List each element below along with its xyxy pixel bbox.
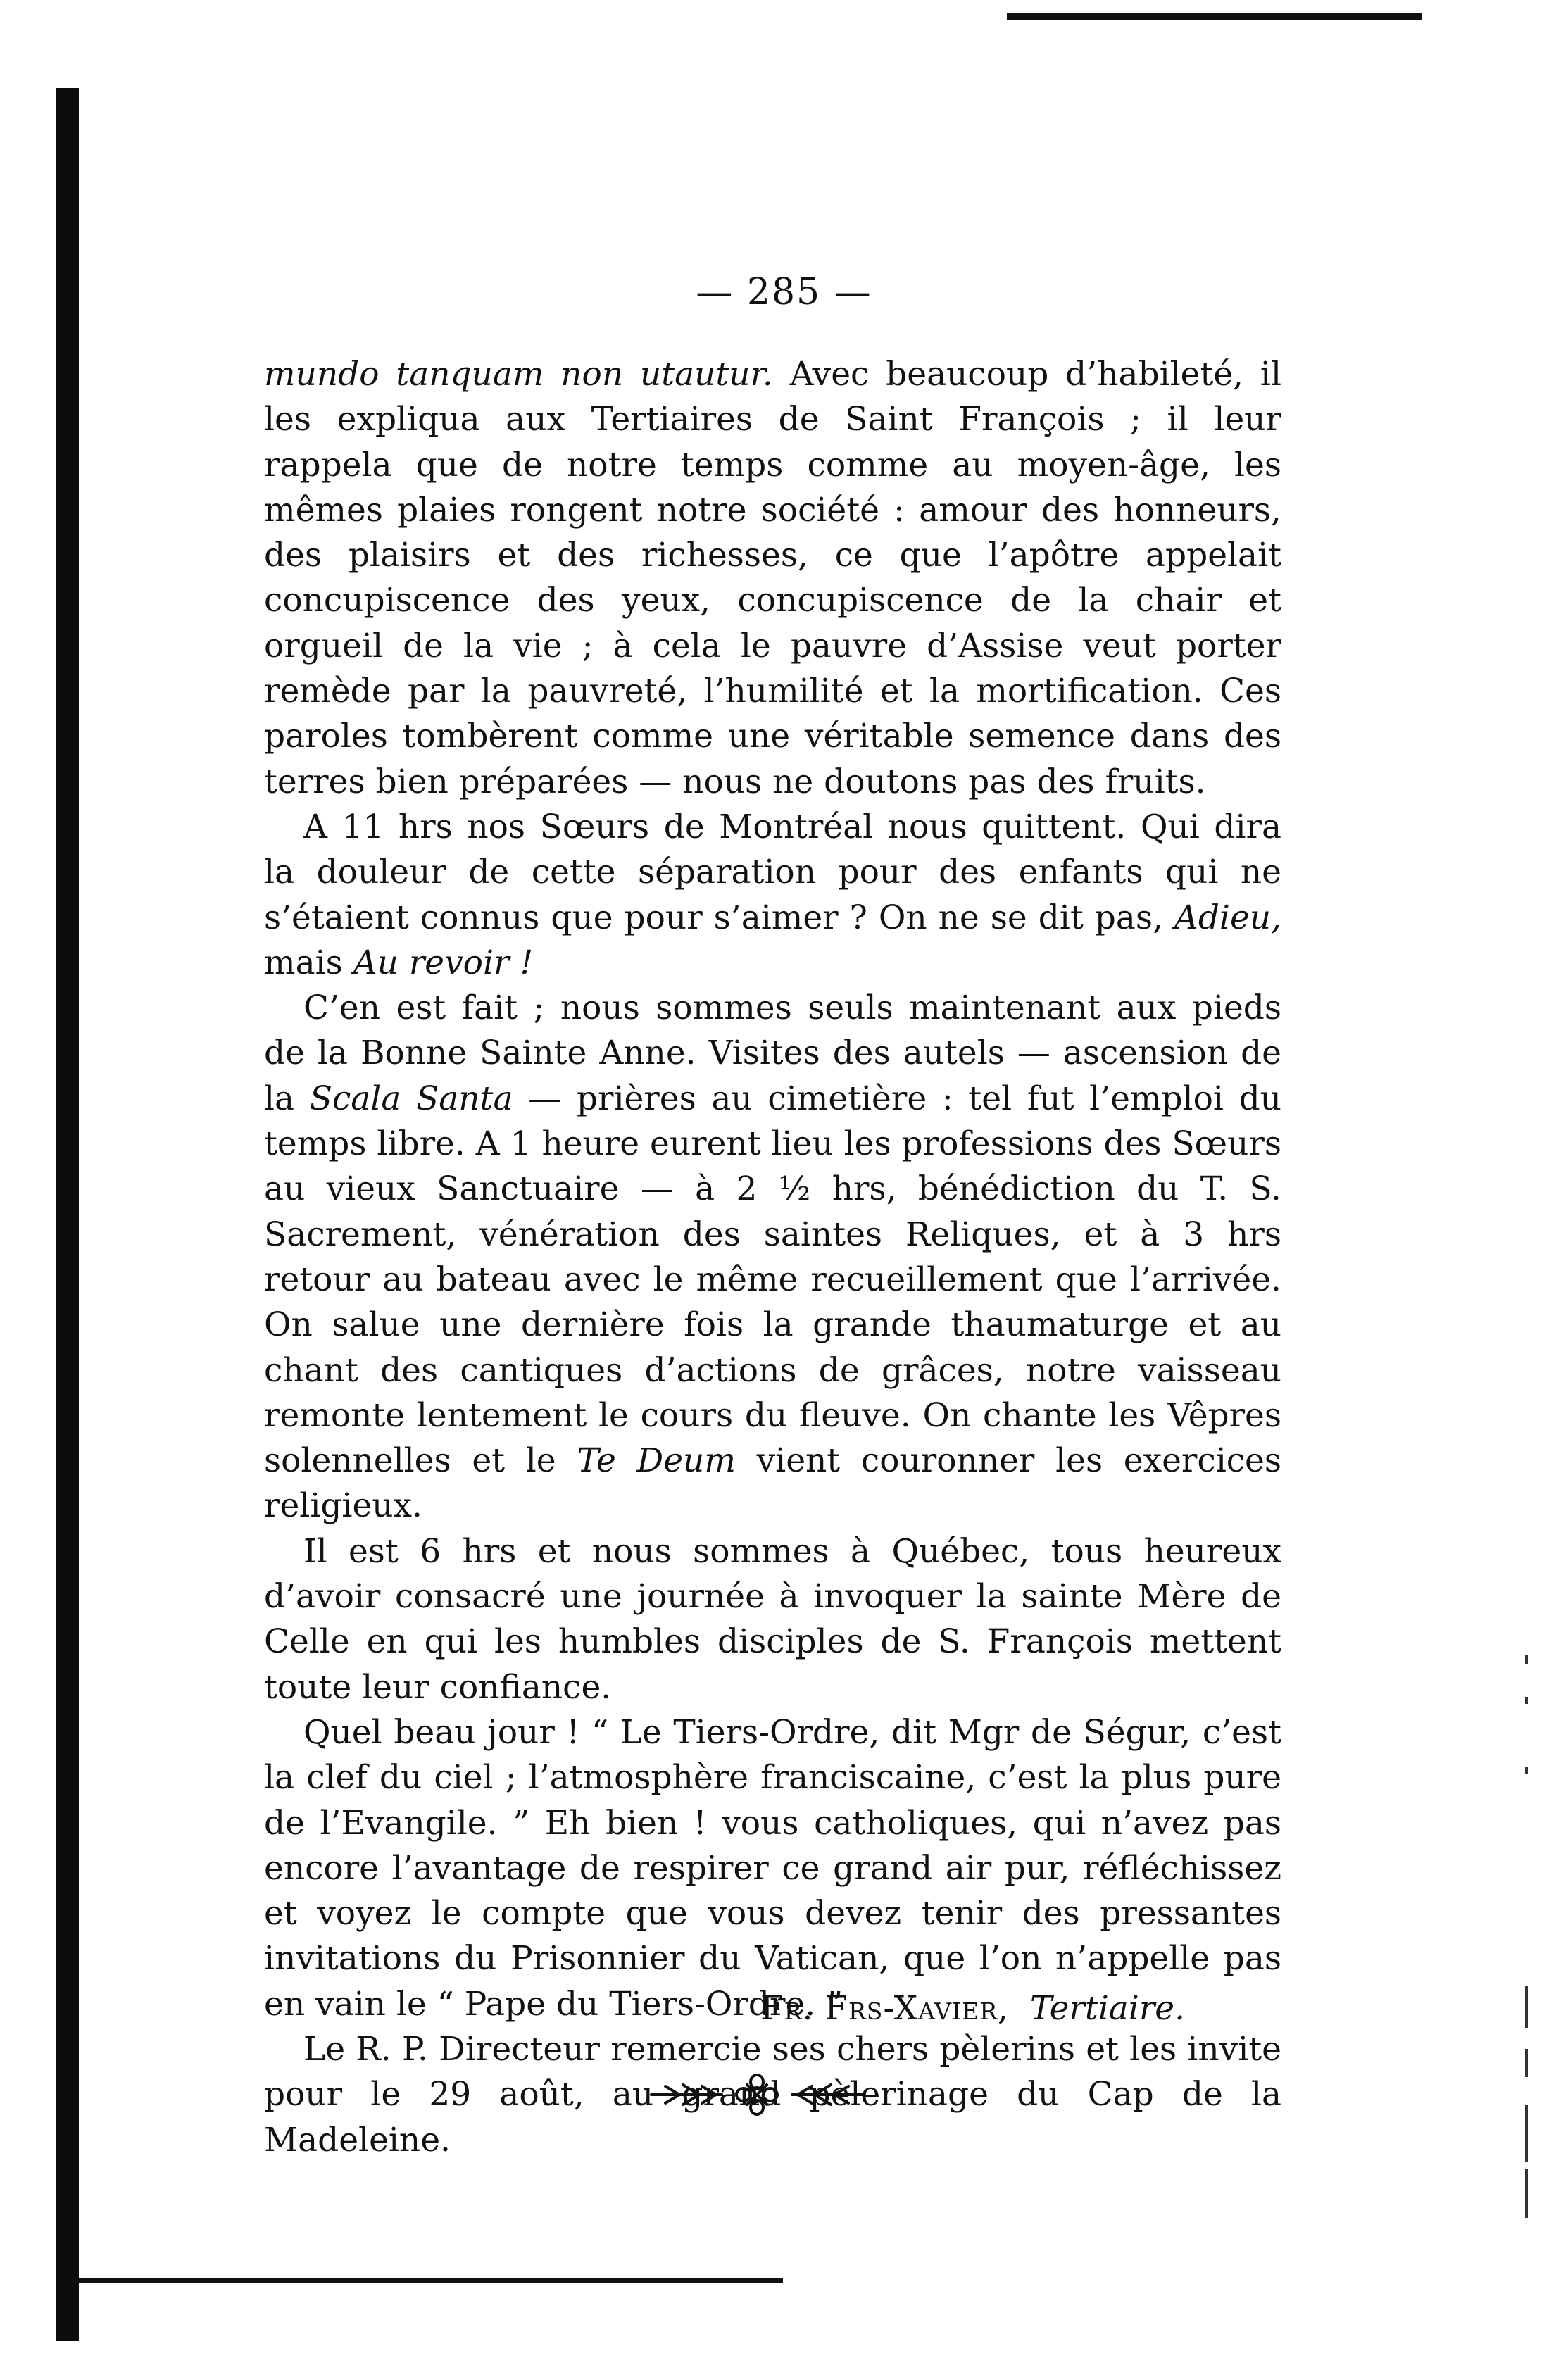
bottom-rule [79, 2278, 783, 2283]
signature-name: Fr. Frs-Xavier, [760, 1989, 1009, 2028]
italic-phrase: Adieu, [1174, 898, 1281, 937]
margin-marks [1521, 1655, 1533, 2225]
body-text [264, 352, 1281, 2163]
italic-phrase: Scala Santa [309, 1079, 513, 1118]
paragraph: Le R. P. Directeur remercie ses chers pèlerins et les invite pour le 29 août, au grand pèlerinage du Cap de la Madeleine. [264, 2029, 1281, 2159]
paragraph: C’en est fait ; nous sommes seuls maintenant aux pieds de la Bonne Sainte Anne. Visites des autels — ascension de la Scala Santa — prières au cimetière : tel fut l’emploi du temps libre. A 1 heure eurent lieu les professions des Sœurs au vieux Sanctuaire — à 2 ½ hrs, bénédiction du T. S. Sacrement, vénération des saintes Reliques, et à 3 hrs retour au bateau avec le même recueillement que l’arrivée. On salue une dernière fois la grande thaumaturge et au chant des cantiques d’actions de grâces, notre vaisseau remonte lentement le cours du fleuve. On chante les Vêpres solennelles et le Te Deum vient couronner les exercices religieux. [264, 989, 1281, 1526]
latin-phrase: mundo tanquam non utautur. [264, 355, 773, 394]
page-number: — 285 — [696, 271, 872, 313]
top-rule [1007, 13, 1422, 20]
paragraph: A 11 hrs nos Sœurs de Montréal nous quittent. Qui dira la douleur de cette séparation pour des enfants qui ne s’étaient connus que pour s’aimer ? On ne se dit pas, Adieu, mais Au revoir ! [264, 807, 1281, 982]
signature [760, 1989, 1185, 2028]
signature-title: Tertiaire. [1029, 1989, 1186, 2028]
paragraph: mundo tanquam non utautur. Avec beaucoup d’habileté, il les expliqua aux Tertiaires de Saint François ; il leur rappela que de notre temps comme au moyen-âge, les mêmes plaies rongent notre société : amour des honneurs, des plaisirs et des richesses, ce que l’apôtre appelait concupiscence des yeux, concupiscence de la chair et orgueil de la vie ; à cela le pauvre d’Assise veut porter remède par la pauvreté, l’humilité et la mortification. Ces paroles tombèrent comme une véritable semence dans des terres bien préparées — nous ne doutons pas des fruits. [264, 355, 1281, 801]
italic-phrase: Au revoir ! [353, 943, 534, 982]
paragraph: Quel beau jour ! “ Le Tiers-Ordre, dit Mgr de Ségur, c’est la clef du ciel ; l’atmosphère franciscaine, c’est la plus pure de l’Evangile. ” Eh bien ! vous catholiques, qui n’avez pas encore l’avantage de respirer ce grand air pur, réfléchissez et voyez le compte que vous devez tenir des pressantes invitations du Prisonnier du Vatican, que l’on n’appelle pas en vain le “ Pape du Tiers-Ordre. ” [264, 1712, 1281, 2024]
paragraph: Il est 6 hrs et nous sommes à Québec, tous heureux d’avoir consacré une journée à invoquer la sainte Mère de Celle en qui les humbles disciples de S. François mettent toute leur confiance. [264, 1531, 1281, 1707]
floral-ornament-icon [644, 2074, 870, 2116]
italic-phrase: Te Deum [577, 1441, 736, 1481]
left-binding-edge [56, 88, 79, 2341]
